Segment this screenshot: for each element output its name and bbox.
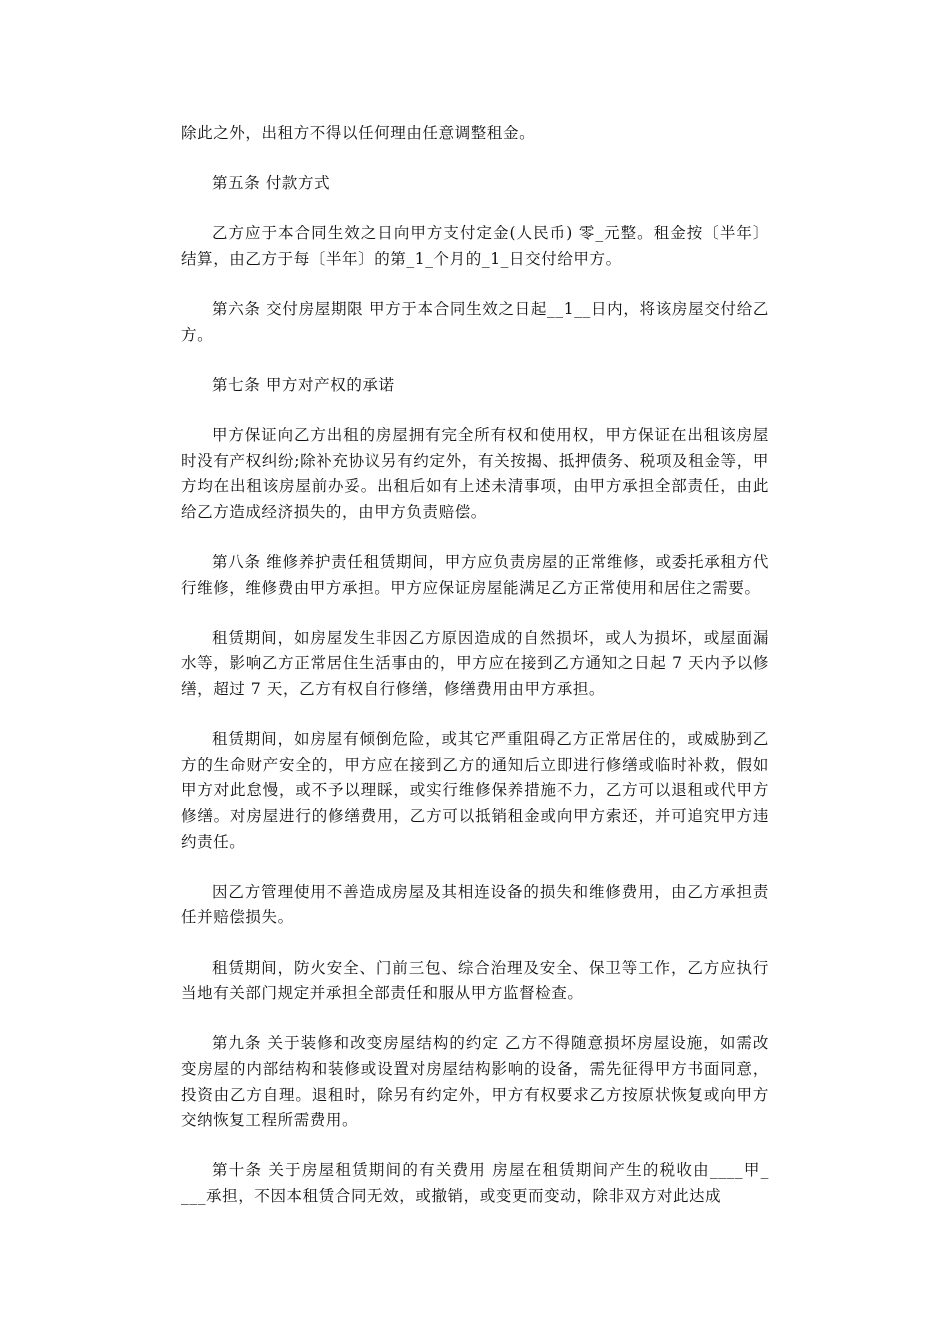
- document-body: [181, 121, 769, 1234]
- paragraph-natural-damage: 租赁期间，如房屋发生非因乙方原因造成的自然损坏，或人为损坏，或屋面漏水等，影响乙方正常居住生活事由的，甲方应在接到乙方通知之日起 7 天内予以修缮，超过 7 天，乙方有权自行修缮，修缮费用由甲方承担。: [181, 628, 769, 699]
- article-8-maintenance: 第八条 维修养护责任租赁期间，甲方应负责房屋的正常维修，或委托承租方代行维修，维修费由甲方承担。甲方应保证房屋能满足乙方正常使用和居住之需要。: [181, 553, 769, 597]
- paragraph-collapse-danger: 租赁期间，如房屋有倾倒危险，或其它严重阻碍乙方正常居住的，或威胁到乙方的生命财产安全的，甲方应在接到乙方的通知后立即进行修缮或临时补救，假如甲方对此怠慢，或不予以理睬，或实行维修保养措施不力，乙方可以退租或代甲方修缮。对房屋进行的修缮费用，乙方可以抵销租金或向甲方索还，并可追究甲方违约责任。: [181, 730, 769, 851]
- paragraph-fire-safety: 租赁期间，防火安全、门前三包、综合治理及安全、保卫等工作，乙方应执行当地有关部门规定并承担全部责任和服从甲方监督检查。: [181, 958, 769, 1003]
- paragraph-rent-adjustment: 除此之外，出租方不得以任何理由任意调整租金。: [181, 124, 536, 142]
- paragraph-payment-terms: 乙方应于本合同生效之日向甲方支付定金(人民币) 零_元整。租金按〔半年〕结算，由乙方于每〔半年〕的第_1_个月的_1_日交付给甲方。: [181, 224, 769, 268]
- paragraph-ownership-guarantee: 甲方保证向乙方出租的房屋拥有完全所有权和使用权，甲方保证在出租该房屋时没有产权纠纷;除补充协议另有约定外，有关按揭、抵押债务、税项及租金等，甲方均在出租该房屋前办妥。出租后如有上述未清事项，由甲方承担全部责任，由此给乙方造成经济损失的，由甲方负责赔偿。: [181, 426, 769, 521]
- article-9-renovation: 第九条 关于装修和改变房屋结构的约定 乙方不得随意损坏房屋设施，如需改变房屋的内部结构和装修或设置对房屋结构影响的设备，需先征得甲方书面同意，投资由乙方自理。退租时，除另有约定外，甲方有权要求乙方按原状恢复或向甲方交纳恢复工程所需费用。: [181, 1034, 769, 1130]
- article-6-delivery: 第六条 交付房屋期限 甲方于本合同生效之日起__1__日内，将该房屋交付给乙方。: [181, 300, 769, 344]
- paragraph-tenant-misuse: 因乙方管理使用不善造成房屋及其相连设备的损失和维修费用，由乙方承担责任并赔偿损失。: [181, 882, 769, 927]
- article-7-heading: 第七条 甲方对产权的承诺: [212, 375, 395, 394]
- article-10-fees: 第十条 关于房屋租赁期间的有关费用 房屋在租赁期间产生的税收由____甲_ ___承担，不因本租赁合同无效，或撤销，或变更而变动，除非双方对此达成: [181, 1161, 769, 1205]
- article-5-heading: 第五条 付款方式: [212, 174, 331, 193]
